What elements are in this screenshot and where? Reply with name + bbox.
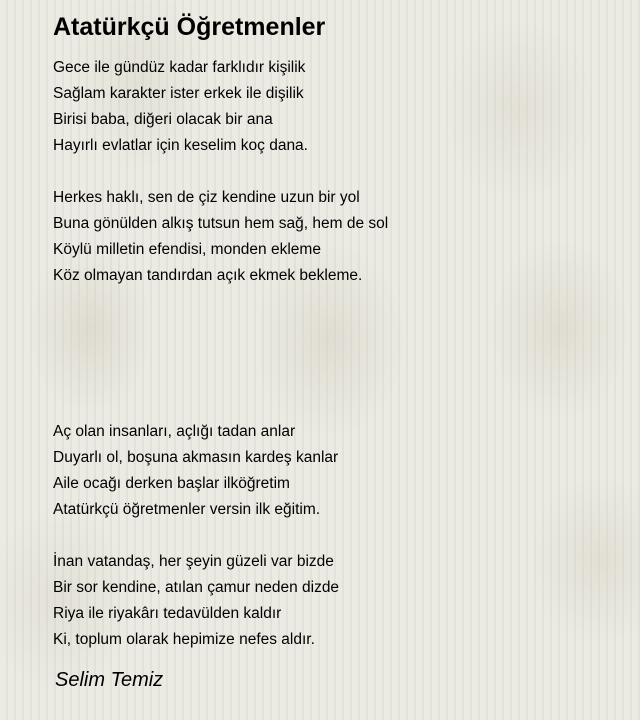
- poem-line: Birisi baba, diğeri olacak bir ana: [53, 111, 273, 128]
- poem-line: İnan vatandaş, her şeyin güzeli var bizde: [53, 553, 334, 570]
- poem-author: Selim Temiz: [55, 669, 164, 691]
- stanza-4: [53, 549, 623, 653]
- poem-line: Atatürkçü öğretmenler versin ilk eğitim.: [53, 501, 321, 518]
- poem-line: Köylü milletin efendisi, monden ekleme: [53, 241, 321, 258]
- poem-line: Aile ocağı derken başlar ilköğretim: [53, 475, 290, 492]
- poem-line: Gece ile gündüz kadar farklıdır kişilik: [53, 59, 306, 76]
- poem-line: Herkes haklı, sen de çiz kendine uzun bir yol: [53, 189, 360, 206]
- poem-line: Ki, toplum olarak hepimize nefes aldır.: [53, 631, 315, 648]
- poem-line: Aç olan insanları, açlığı tadan anlar: [53, 423, 296, 440]
- stanza-2: [53, 185, 623, 289]
- stanza-3: [53, 419, 623, 523]
- stanza-spacer: [53, 289, 623, 419]
- poem-line: Sağlam karakter ister erkek ile dişilik: [53, 85, 304, 102]
- poem-line: Buna gönülden alkış tutsun hem sağ, hem de sol: [53, 215, 389, 232]
- stanza-1: [53, 55, 623, 159]
- poem-line: Duyarlı ol, boşuna akmasın kardeş kanlar: [53, 449, 339, 466]
- poem-line: Bir sor kendine, atılan çamur neden dizde: [53, 579, 340, 596]
- poem-line: Hayırlı evlatlar için keselim koç dana.: [53, 137, 308, 154]
- poem-line: Riya ile riyakârı tedavülden kaldır: [53, 605, 282, 622]
- poem-title: Atatürkçü Öğretmenler: [53, 13, 326, 41]
- poem-line: Köz olmayan tandırdan açık ekmek bekleme.: [53, 267, 363, 284]
- stanza-spacer: [53, 523, 623, 549]
- stanza-spacer: [53, 159, 623, 185]
- poem-container: [53, 12, 623, 693]
